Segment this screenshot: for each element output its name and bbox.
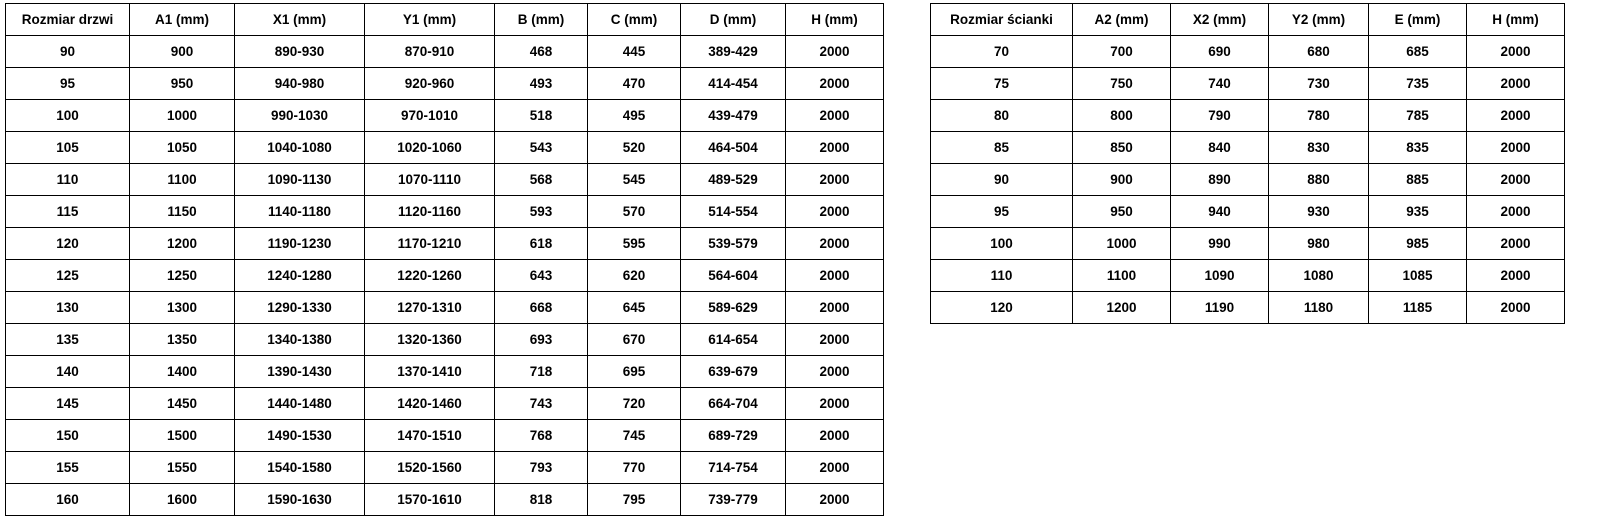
door-size-cell: 1590-1630 <box>235 484 365 516</box>
door-size-cell: 1550 <box>130 452 235 484</box>
wall-size-cell: 740 <box>1171 68 1269 100</box>
wall-size-cell: 700 <box>1073 36 1171 68</box>
table-row <box>6 292 884 324</box>
wall-size-cell: 880 <box>1269 164 1369 196</box>
table-row <box>6 484 884 516</box>
door-size-cell: 1400 <box>130 356 235 388</box>
wall-size-column-header: A2 (mm) <box>1073 4 1171 36</box>
door-size-cell: 520 <box>588 132 681 164</box>
door-size-cell: 1090-1130 <box>235 164 365 196</box>
door-size-cell: 718 <box>495 356 588 388</box>
door-size-cell: 870-910 <box>365 36 495 68</box>
door-size-cell: 1140-1180 <box>235 196 365 228</box>
door-size-cell: 120 <box>6 228 130 260</box>
table-row <box>6 132 884 164</box>
door-size-cell: 150 <box>6 420 130 452</box>
door-size-cell: 1190-1230 <box>235 228 365 260</box>
wall-size-cell: 680 <box>1269 36 1369 68</box>
wall-size-cell: 100 <box>931 228 1073 260</box>
table-row <box>6 100 884 132</box>
wall-sizes-table-body <box>931 36 1565 324</box>
door-size-cell: 689-729 <box>681 420 786 452</box>
wall-size-cell: 850 <box>1073 132 1171 164</box>
table-row <box>6 388 884 420</box>
door-size-cell: 643 <box>495 260 588 292</box>
door-size-cell: 664-704 <box>681 388 786 420</box>
door-size-cell: 90 <box>6 36 130 68</box>
wall-size-cell: 2000 <box>1467 164 1565 196</box>
door-size-cell: 1390-1430 <box>235 356 365 388</box>
door-size-cell: 110 <box>6 164 130 196</box>
wall-size-cell: 2000 <box>1467 228 1565 260</box>
door-size-cell: 543 <box>495 132 588 164</box>
door-size-cell: 564-604 <box>681 260 786 292</box>
door-size-cell: 593 <box>495 196 588 228</box>
table-row <box>931 36 1565 68</box>
door-size-cell: 1490-1530 <box>235 420 365 452</box>
table-row <box>6 68 884 100</box>
table-header-row <box>931 4 1565 36</box>
door-size-cell: 493 <box>495 68 588 100</box>
door-size-cell: 900 <box>130 36 235 68</box>
wall-size-cell: 800 <box>1073 100 1171 132</box>
door-size-cell: 445 <box>588 36 681 68</box>
door-size-cell: 739-779 <box>681 484 786 516</box>
door-size-cell: 539-579 <box>681 228 786 260</box>
door-size-cell: 2000 <box>786 292 884 324</box>
wall-size-cell: 90 <box>931 164 1073 196</box>
door-size-cell: 1420-1460 <box>365 388 495 420</box>
door-size-cell: 155 <box>6 452 130 484</box>
wall-size-cell: 690 <box>1171 36 1269 68</box>
door-size-cell: 545 <box>588 164 681 196</box>
table-row <box>6 260 884 292</box>
door-size-cell: 940-980 <box>235 68 365 100</box>
door-size-cell: 2000 <box>786 420 884 452</box>
door-size-cell: 2000 <box>786 260 884 292</box>
door-size-cell: 818 <box>495 484 588 516</box>
wall-size-column-header: E (mm) <box>1369 4 1467 36</box>
wall-size-cell: 95 <box>931 196 1073 228</box>
door-size-cell: 768 <box>495 420 588 452</box>
door-size-cell: 770 <box>588 452 681 484</box>
wall-size-cell: 785 <box>1369 100 1467 132</box>
wall-size-cell: 940 <box>1171 196 1269 228</box>
wall-size-cell: 1100 <box>1073 260 1171 292</box>
wall-size-cell: 1180 <box>1269 292 1369 324</box>
door-size-cell: 645 <box>588 292 681 324</box>
wall-size-column-header: Rozmiar ścianki <box>931 4 1073 36</box>
door-size-column-header: C (mm) <box>588 4 681 36</box>
door-size-cell: 2000 <box>786 484 884 516</box>
wall-size-cell: 1000 <box>1073 228 1171 260</box>
door-size-cell: 743 <box>495 388 588 420</box>
door-size-cell: 115 <box>6 196 130 228</box>
door-size-cell: 468 <box>495 36 588 68</box>
door-size-cell: 570 <box>588 196 681 228</box>
door-size-cell: 2000 <box>786 164 884 196</box>
door-size-cell: 1500 <box>130 420 235 452</box>
table-row <box>931 260 1565 292</box>
door-size-cell: 100 <box>6 100 130 132</box>
table-row <box>931 196 1565 228</box>
table-row <box>6 36 884 68</box>
door-size-cell: 2000 <box>786 452 884 484</box>
wall-size-cell: 835 <box>1369 132 1467 164</box>
wall-size-cell: 1190 <box>1171 292 1269 324</box>
door-size-cell: 618 <box>495 228 588 260</box>
door-size-cell: 1290-1330 <box>235 292 365 324</box>
door-size-cell: 1470-1510 <box>365 420 495 452</box>
door-size-cell: 695 <box>588 356 681 388</box>
wall-size-cell: 1200 <box>1073 292 1171 324</box>
door-size-cell: 639-679 <box>681 356 786 388</box>
wall-sizes-table-head <box>931 4 1565 36</box>
door-size-cell: 970-1010 <box>365 100 495 132</box>
door-size-cell: 890-930 <box>235 36 365 68</box>
door-size-cell: 1300 <box>130 292 235 324</box>
door-size-cell: 1450 <box>130 388 235 420</box>
door-size-cell: 1120-1160 <box>365 196 495 228</box>
door-size-column-header: H (mm) <box>786 4 884 36</box>
wall-size-cell: 735 <box>1369 68 1467 100</box>
door-size-cell: 2000 <box>786 68 884 100</box>
wall-size-cell: 2000 <box>1467 68 1565 100</box>
door-size-cell: 795 <box>588 484 681 516</box>
door-size-column-header: Rozmiar drzwi <box>6 4 130 36</box>
wall-size-cell: 890 <box>1171 164 1269 196</box>
wall-size-column-header: X2 (mm) <box>1171 4 1269 36</box>
door-size-cell: 140 <box>6 356 130 388</box>
door-size-cell: 518 <box>495 100 588 132</box>
door-size-cell: 668 <box>495 292 588 324</box>
door-size-cell: 1150 <box>130 196 235 228</box>
door-size-cell: 1540-1580 <box>235 452 365 484</box>
door-size-cell: 595 <box>588 228 681 260</box>
door-size-cell: 568 <box>495 164 588 196</box>
wall-size-cell: 935 <box>1369 196 1467 228</box>
door-size-column-header: X1 (mm) <box>235 4 365 36</box>
door-size-cell: 793 <box>495 452 588 484</box>
door-size-cell: 720 <box>588 388 681 420</box>
door-size-cell: 693 <box>495 324 588 356</box>
door-size-cell: 439-479 <box>681 100 786 132</box>
table-row <box>931 292 1565 324</box>
table-row <box>6 356 884 388</box>
door-size-cell: 1440-1480 <box>235 388 365 420</box>
door-size-cell: 2000 <box>786 100 884 132</box>
table-row <box>6 324 884 356</box>
table-header-row <box>6 4 884 36</box>
door-size-cell: 135 <box>6 324 130 356</box>
wall-size-cell: 85 <box>931 132 1073 164</box>
door-size-cell: 1020-1060 <box>365 132 495 164</box>
door-size-column-header: B (mm) <box>495 4 588 36</box>
door-size-cell: 464-504 <box>681 132 786 164</box>
door-size-cell: 950 <box>130 68 235 100</box>
wall-sizes-table <box>930 3 1565 324</box>
door-size-cell: 1240-1280 <box>235 260 365 292</box>
door-size-column-header: D (mm) <box>681 4 786 36</box>
door-size-cell: 2000 <box>786 228 884 260</box>
door-size-cell: 2000 <box>786 388 884 420</box>
door-size-cell: 670 <box>588 324 681 356</box>
wall-size-cell: 70 <box>931 36 1073 68</box>
door-size-cell: 489-529 <box>681 164 786 196</box>
wall-size-cell: 985 <box>1369 228 1467 260</box>
wall-size-cell: 1085 <box>1369 260 1467 292</box>
door-size-cell: 745 <box>588 420 681 452</box>
door-size-cell: 514-554 <box>681 196 786 228</box>
wall-size-cell: 780 <box>1269 100 1369 132</box>
door-size-cell: 1600 <box>130 484 235 516</box>
wall-size-cell: 2000 <box>1467 36 1565 68</box>
door-size-cell: 2000 <box>786 132 884 164</box>
table-row <box>6 164 884 196</box>
wall-size-cell: 900 <box>1073 164 1171 196</box>
wall-size-cell: 685 <box>1369 36 1467 68</box>
wall-size-cell: 2000 <box>1467 260 1565 292</box>
door-sizes-table <box>5 3 884 516</box>
door-size-column-header: Y1 (mm) <box>365 4 495 36</box>
wall-size-column-header: Y2 (mm) <box>1269 4 1369 36</box>
table-row <box>931 132 1565 164</box>
door-sizes-table-body <box>6 36 884 516</box>
wall-size-cell: 790 <box>1171 100 1269 132</box>
wall-size-cell: 950 <box>1073 196 1171 228</box>
table-row <box>931 164 1565 196</box>
wall-size-cell: 1080 <box>1269 260 1369 292</box>
door-size-cell: 125 <box>6 260 130 292</box>
door-size-cell: 1200 <box>130 228 235 260</box>
door-size-cell: 589-629 <box>681 292 786 324</box>
door-sizes-table-head <box>6 4 884 36</box>
door-size-cell: 1050 <box>130 132 235 164</box>
door-size-cell: 414-454 <box>681 68 786 100</box>
door-size-cell: 470 <box>588 68 681 100</box>
wall-size-cell: 1090 <box>1171 260 1269 292</box>
table-row <box>931 68 1565 100</box>
door-size-cell: 1270-1310 <box>365 292 495 324</box>
door-size-cell: 1350 <box>130 324 235 356</box>
door-size-cell: 714-754 <box>681 452 786 484</box>
door-size-cell: 1000 <box>130 100 235 132</box>
wall-size-cell: 990 <box>1171 228 1269 260</box>
door-size-cell: 95 <box>6 68 130 100</box>
door-size-cell: 1570-1610 <box>365 484 495 516</box>
wall-size-cell: 930 <box>1269 196 1369 228</box>
wall-size-cell: 2000 <box>1467 132 1565 164</box>
wall-size-cell: 80 <box>931 100 1073 132</box>
door-size-cell: 1370-1410 <box>365 356 495 388</box>
door-size-cell: 389-429 <box>681 36 786 68</box>
door-size-cell: 1250 <box>130 260 235 292</box>
table-row <box>931 100 1565 132</box>
wall-size-cell: 75 <box>931 68 1073 100</box>
door-size-cell: 920-960 <box>365 68 495 100</box>
door-size-cell: 1320-1360 <box>365 324 495 356</box>
wall-size-cell: 120 <box>931 292 1073 324</box>
table-row <box>6 452 884 484</box>
door-size-cell: 105 <box>6 132 130 164</box>
table-row <box>6 228 884 260</box>
wall-size-cell: 1185 <box>1369 292 1467 324</box>
wall-size-cell: 885 <box>1369 164 1467 196</box>
door-size-cell: 1340-1380 <box>235 324 365 356</box>
door-size-cell: 2000 <box>786 324 884 356</box>
wall-size-cell: 840 <box>1171 132 1269 164</box>
table-row <box>931 228 1565 260</box>
door-size-cell: 1170-1210 <box>365 228 495 260</box>
door-size-cell: 495 <box>588 100 681 132</box>
door-size-cell: 2000 <box>786 196 884 228</box>
door-size-cell: 620 <box>588 260 681 292</box>
door-size-cell: 130 <box>6 292 130 324</box>
door-size-cell: 1220-1260 <box>365 260 495 292</box>
door-size-cell: 2000 <box>786 36 884 68</box>
wall-size-cell: 830 <box>1269 132 1369 164</box>
wall-size-column-header: H (mm) <box>1467 4 1565 36</box>
wall-size-cell: 2000 <box>1467 196 1565 228</box>
wall-size-cell: 730 <box>1269 68 1369 100</box>
door-size-cell: 990-1030 <box>235 100 365 132</box>
door-size-cell: 614-654 <box>681 324 786 356</box>
door-size-cell: 1040-1080 <box>235 132 365 164</box>
wall-size-cell: 2000 <box>1467 100 1565 132</box>
door-size-cell: 145 <box>6 388 130 420</box>
door-size-cell: 160 <box>6 484 130 516</box>
wall-size-cell: 750 <box>1073 68 1171 100</box>
wall-size-cell: 2000 <box>1467 292 1565 324</box>
door-size-cell: 1520-1560 <box>365 452 495 484</box>
wall-size-cell: 980 <box>1269 228 1369 260</box>
door-size-cell: 2000 <box>786 356 884 388</box>
door-size-cell: 1100 <box>130 164 235 196</box>
wall-size-cell: 110 <box>931 260 1073 292</box>
table-row <box>6 196 884 228</box>
table-row <box>6 420 884 452</box>
door-size-column-header: A1 (mm) <box>130 4 235 36</box>
door-size-cell: 1070-1110 <box>365 164 495 196</box>
